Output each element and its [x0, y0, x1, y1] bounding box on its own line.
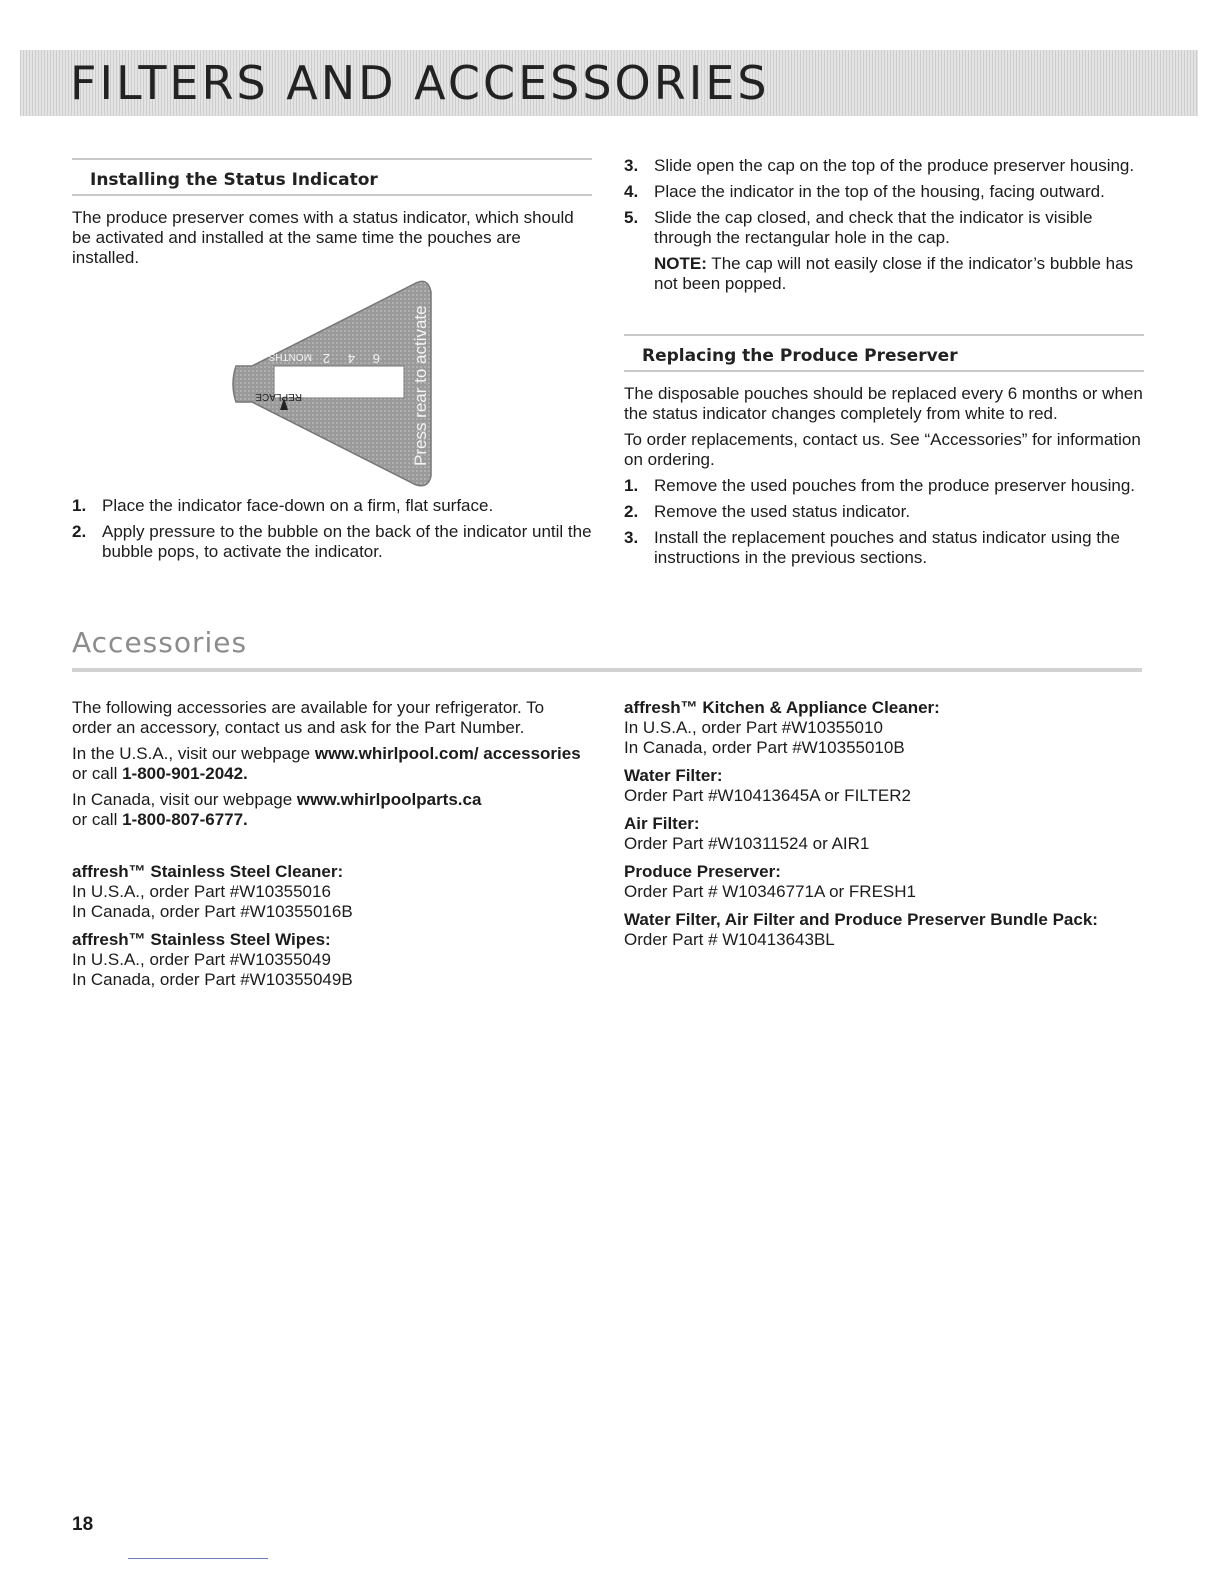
step-number: 4.: [624, 182, 639, 201]
accessory-line: Order Part #W10413645A or FILTER2: [624, 786, 911, 805]
step-text: Place the indicator face-down on a firm, flat surface.: [102, 496, 494, 515]
accessory-line: In Canada, order Part #W10355049B: [72, 970, 353, 989]
indicator-side-text: Press rear to activate: [411, 305, 430, 466]
list-item: [624, 502, 1144, 522]
accessories-title: Accessories: [72, 626, 248, 659]
page-banner: [20, 50, 1198, 116]
list-item: [624, 528, 1144, 568]
accessory-line: Order Part # W10413643BL: [624, 930, 835, 949]
accessory-line: In U.S.A., order Part #W10355016: [72, 882, 331, 901]
accessories-divider: [72, 668, 1142, 672]
accessory-heading: affresh™ Stainless Steel Wipes:: [72, 930, 331, 949]
accessories-left-column: [72, 698, 582, 998]
months-label: MONTHS: [268, 351, 312, 362]
month-mark: 2: [322, 351, 330, 366]
note-label: NOTE:: [654, 254, 707, 273]
month-mark: 6: [372, 351, 380, 366]
canada-prefix: In Canada, visit our webpage: [72, 790, 297, 809]
accessory-item: [624, 862, 1144, 902]
step-text: Slide the cap closed, and check that the indicator is visible through the rectangular hole in the cap.: [654, 208, 1093, 247]
footer-rule: [128, 1558, 268, 1559]
usa-webpage-link[interactable]: www.whirlpool.com/ accessories: [314, 744, 581, 763]
step-number: 3.: [624, 156, 639, 175]
accessory-item: [72, 862, 582, 922]
accessory-item: [624, 910, 1144, 950]
status-indicator-illustration: [228, 274, 440, 492]
accessory-heading: Air Filter:: [624, 814, 700, 833]
step-text: Slide open the cap on the top of the produce preserver housing.: [654, 156, 1135, 175]
page-title: FILTERS AND ACCESSORIES: [70, 56, 770, 110]
accessory-line: In U.S.A., order Part #W10355010: [624, 718, 883, 737]
replace-preserver-section: [624, 334, 1144, 574]
section-heading: Installing the Status Indicator: [90, 170, 378, 190]
accessory-item: [72, 930, 582, 990]
list-item: [624, 156, 1144, 176]
status-steps-right: [624, 156, 1144, 300]
usa-contact: [72, 744, 582, 784]
list-item: [624, 208, 1144, 248]
canada-contact: [72, 790, 582, 830]
canada-phone: 1-800-807-6777.: [122, 810, 248, 829]
status-indicator-section: [72, 158, 592, 274]
list-item: [624, 476, 1144, 496]
accessory-item: [624, 766, 1144, 806]
accessory-heading: Water Filter:: [624, 766, 723, 785]
accessory-item: [624, 814, 1144, 854]
replace-label: REPLACE: [255, 391, 302, 402]
accessory-item: [624, 698, 1144, 758]
step-text: Install the replacement pouches and status indicator using the instructions in the previous sections.: [654, 528, 1120, 567]
note-text: The cap will not easily close if the indicator’s bubble has not been popped.: [654, 254, 1134, 293]
usa-prefix: In the U.S.A., visit our webpage: [72, 744, 315, 763]
status-steps-left: [72, 496, 592, 568]
list-item: [72, 496, 592, 516]
accessory-line: In Canada, order Part #W10355010B: [624, 738, 905, 757]
accessories-right-column: [624, 698, 1144, 958]
accessory-line: In Canada, order Part #W10355016B: [72, 902, 353, 921]
replace-paragraph: The disposable pouches should be replaced every 6 months or when the status indicator changes completely from white to red.: [624, 384, 1143, 423]
step-text: Remove the used status indicator.: [654, 502, 911, 521]
accessory-heading: affresh™ Kitchen & Appliance Cleaner:: [624, 698, 940, 717]
accessories-intro: The following accessories are available for your refrigerator. To order an accessory, contact us and ask for the Part Number.: [72, 698, 545, 737]
month-mark: 4: [347, 351, 355, 366]
accessory-heading: Produce Preserver:: [624, 862, 781, 881]
step-text: Remove the used pouches from the produce preserver housing.: [654, 476, 1135, 495]
canada-mid: or call: [72, 810, 123, 829]
section-heading: Replacing the Produce Preserver: [642, 346, 958, 366]
replace-paragraph: To order replacements, contact us. See “Accessories” for information on ordering.: [624, 430, 1141, 469]
accessory-heading: affresh™ Stainless Steel Cleaner:: [72, 862, 344, 881]
note-paragraph: [624, 254, 1144, 294]
section-header: [72, 158, 592, 196]
accessory-line: Order Part #W10311524 or AIR1: [624, 834, 870, 853]
accessory-heading: Water Filter, Air Filter and Produce Preserver Bundle Pack:: [624, 910, 1098, 929]
page-number: 18: [72, 1514, 94, 1535]
section-header: [624, 334, 1144, 372]
list-item: [72, 522, 592, 562]
intro-paragraph: The produce preserver comes with a status indicator, which should be activated and installed at the same time the pouches are installed.: [72, 208, 574, 267]
step-number: 2.: [624, 502, 639, 521]
accessory-line: Order Part # W10346771A or FRESH1: [624, 882, 916, 901]
canada-webpage-link[interactable]: www.whirlpoolparts.ca: [296, 790, 482, 809]
step-number: 5.: [624, 208, 639, 227]
step-text: Place the indicator in the top of the housing, facing outward.: [654, 182, 1105, 201]
step-number: 3.: [624, 528, 639, 547]
usa-phone: 1-800-901-2042.: [122, 764, 248, 783]
step-number: 2.: [72, 522, 87, 541]
list-item: [624, 182, 1144, 202]
step-text: Apply pressure to the bubble on the back of the indicator until the bubble pops, to activate the indicator.: [102, 522, 592, 561]
step-number: 1.: [72, 496, 87, 515]
accessory-line: In U.S.A., order Part #W10355049: [72, 950, 331, 969]
usa-mid: or call: [72, 764, 123, 783]
step-number: 1.: [624, 476, 639, 495]
